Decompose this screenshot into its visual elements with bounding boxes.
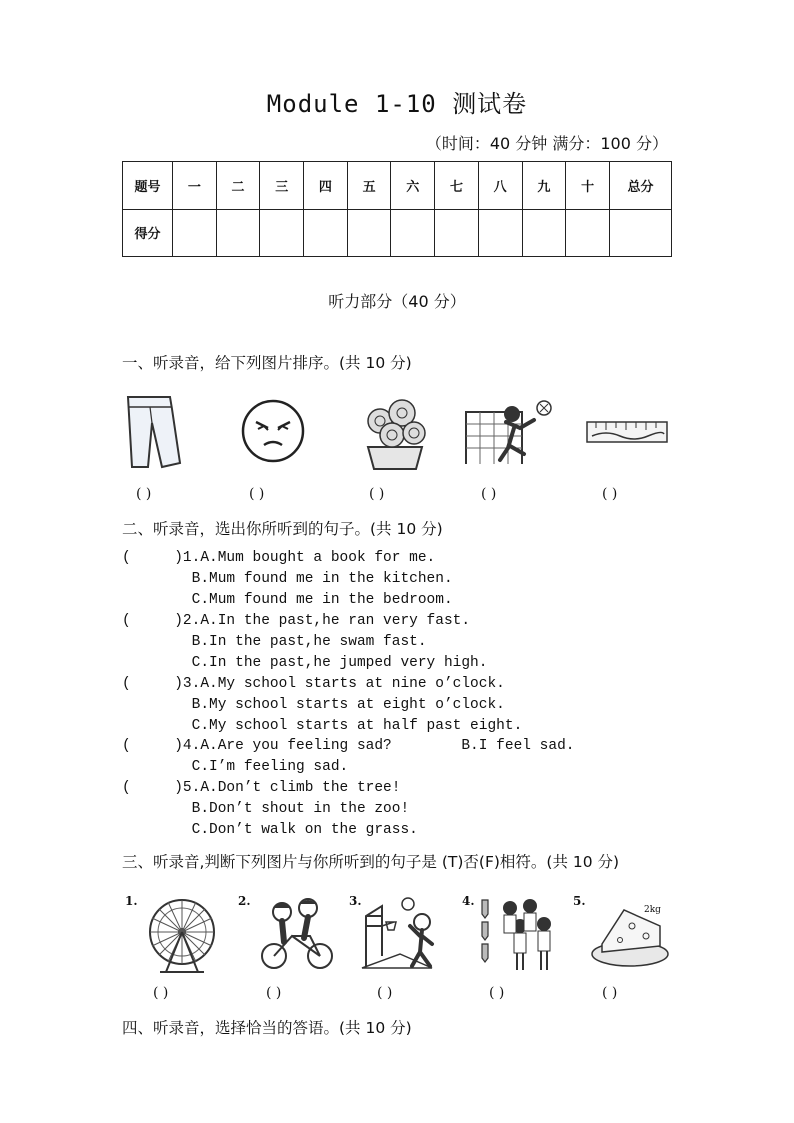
score-input-cell[interactable] [304, 209, 348, 257]
weight-label: 2kg [644, 905, 661, 915]
question-line: B.My school starts at eight o’clock. [122, 697, 505, 713]
basketball-icon [360, 896, 444, 972]
score-input-cell[interactable] [522, 209, 566, 257]
answer-blank[interactable]: ( ) [266, 985, 282, 1001]
children-crayons-icon [474, 896, 560, 974]
score-cell: 一 [173, 162, 217, 210]
answer-blank[interactable]: ( ) [377, 985, 393, 1001]
score-input-cell[interactable] [478, 209, 522, 257]
picture-number: 3. [349, 894, 362, 908]
question-line: ( )4.A.Are you feeling sad? B.I feel sad. [122, 738, 575, 754]
question-line: B.Mum found me in the kitchen. [122, 571, 453, 587]
question-line: C.I’m feeling sad. [122, 759, 349, 775]
score-cell: 三 [260, 162, 304, 210]
score-input-cell[interactable] [216, 209, 260, 257]
exam-info: （时间：40 分钟 满分：100 分） [425, 134, 668, 153]
score-cell: 五 [347, 162, 391, 210]
score-cell: 二 [216, 162, 260, 210]
question-line: ( )1.A.Mum bought a book for me. [122, 550, 436, 566]
score-input-cell[interactable] [347, 209, 391, 257]
score-cell: 七 [435, 162, 479, 210]
score-input-cell[interactable] [260, 209, 304, 257]
answer-blank[interactable]: ( ) [369, 486, 385, 502]
score-table-header-row [123, 162, 672, 210]
question-line: ( )5.A.Don’t climb the tree! [122, 780, 401, 796]
answer-blank[interactable]: ( ) [153, 985, 169, 1001]
answer-blank[interactable]: ( ) [489, 985, 505, 1001]
picture-number: 1. [125, 894, 138, 908]
answer-blank[interactable]: ( ) [136, 486, 152, 502]
listening-section-title: 听力部分（40 分） [328, 292, 466, 311]
score-cell: 八 [478, 162, 522, 210]
picture-number: 5. [573, 894, 586, 908]
question-line: B.In the past,he swam fast. [122, 634, 427, 650]
kids-bicycle-icon [254, 896, 336, 972]
ferris-wheel-icon [146, 896, 218, 976]
pants-icon [122, 393, 192, 473]
score-table-score-row [123, 209, 672, 257]
section2-heading: 二、听录音，选出你所听到的句子。(共 10 分) [122, 520, 443, 538]
question-line: C.My school starts at half past eight. [122, 718, 523, 734]
goalkeeper-icon [462, 398, 556, 468]
score-table [122, 161, 672, 257]
answer-blank[interactable]: ( ) [249, 486, 265, 502]
flower-pot-icon [356, 393, 434, 473]
picture-number: 4. [462, 894, 475, 908]
score-input-cell[interactable] [610, 209, 672, 257]
question-line: ( )3.A.My school starts at nine o’clock. [122, 676, 505, 692]
score-cell: 九 [522, 162, 566, 210]
question-line: C.In the past,he jumped very high. [122, 655, 488, 671]
question-line: C.Mum found me in the bedroom. [122, 592, 453, 608]
answer-blank[interactable]: ( ) [602, 486, 618, 502]
question-line: B.Don’t shout in the zoo! [122, 801, 410, 817]
section1-heading: 一、听录音，给下列图片排序。(共 10 分) [122, 354, 412, 372]
score-cell: 四 [304, 162, 348, 210]
page-title: Module 1-10 测试卷 [266, 90, 528, 118]
answer-blank[interactable]: ( ) [481, 486, 497, 502]
section3-heading: 三、听录音,判断下列图片与你所听到的句子是 (T)否(F)相符。(共 10 分) [122, 853, 620, 871]
score-cell: 总分 [610, 162, 672, 210]
question-line: ( )2.A.In the past,he ran very fast. [122, 613, 471, 629]
score-input-cell[interactable] [391, 209, 435, 257]
score-input-cell[interactable] [435, 209, 479, 257]
section4-heading: 四、听录音，选择恰当的答语。(共 10 分) [122, 1019, 412, 1037]
score-cell: 十 [566, 162, 610, 210]
score-cell: 得分 [123, 209, 173, 257]
angry-face-icon [240, 398, 306, 464]
score-cell: 题号 [123, 162, 173, 210]
ruler-icon [586, 420, 668, 444]
picture-number: 2. [238, 894, 251, 908]
score-input-cell[interactable] [566, 209, 610, 257]
score-input-cell[interactable] [173, 209, 217, 257]
score-cell: 六 [391, 162, 435, 210]
answer-blank[interactable]: ( ) [602, 985, 618, 1001]
question-line: C.Don’t walk on the grass. [122, 822, 418, 838]
